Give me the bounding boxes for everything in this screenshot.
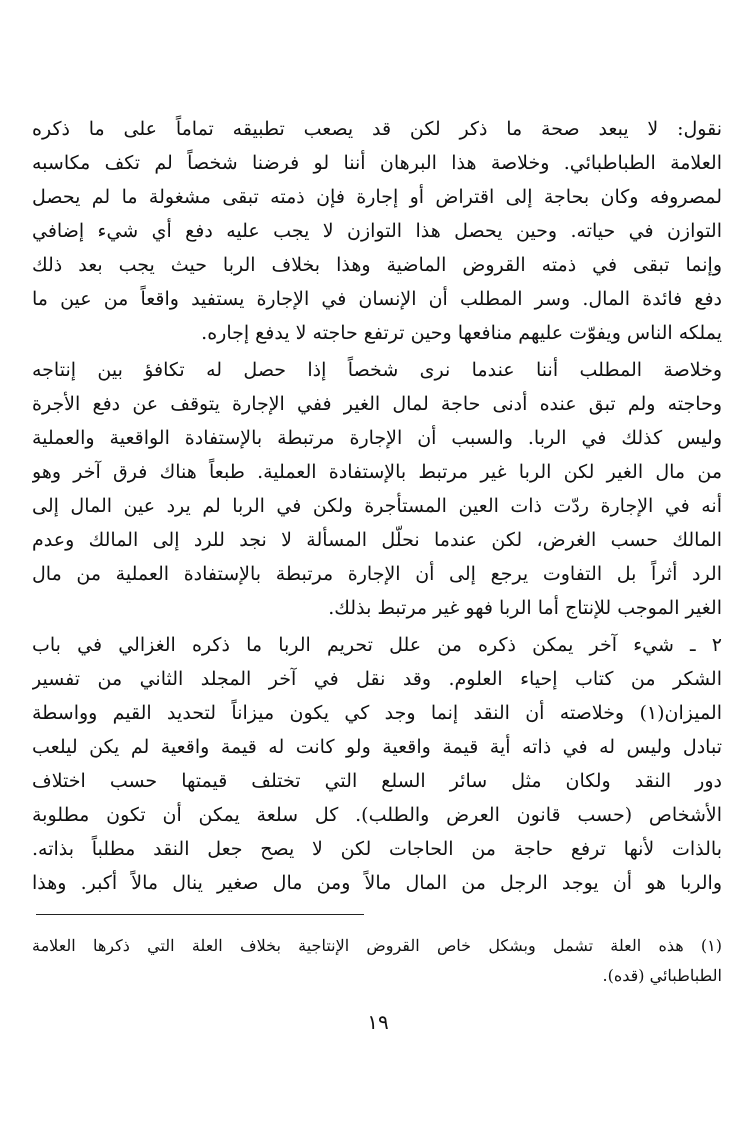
text-line: يملكه الناس ويفوّت عليهم منافعها وحين ترتفع حاجته لا يدفع إجاره. — [201, 322, 722, 344]
text-line: من مال الغير لكن الربا غير مرتبط بالإستفادة العملية. طبعاً هناك فرق آخر وهو — [32, 461, 722, 483]
text-line: الميزان(١) وخلاصته أن النقد إنما وجد كي يكون ميزاناً لتحديد القيم وواسطة — [32, 702, 722, 724]
text-line: دفع فائدة المال. وسر المطلب أن الإنسان في الإجارة يستفيد واقعاً من عين ما — [32, 288, 722, 310]
footnote-divider — [36, 914, 364, 915]
text-line: وليس كذلك في الربا. والسبب أن الإجارة مرتبطة بالإستفادة الواقعية والعملية — [32, 427, 722, 449]
text-line: والربا هو أن يوجد الرجل من المال مالاً ومن مال صغير ينال مالاً أكبر. وهذا — [32, 872, 722, 894]
text-line: وحاجته ولم تبق عنده أدنى حاجة لمال الغير ففي الإجارة يتوقف عن دفع الأجرة — [32, 393, 722, 415]
text-line: لمصروفه وكان بحاجة إلى اقتراض أو إجارة فإن ذمته تبقى مشغولة ما لم يحصل — [32, 186, 722, 208]
text-line: دور النقد ولكان مثل سائر السلع التي تختلف قيمتها حسب اختلاف — [32, 770, 722, 792]
text-line: الأشخاص (حسب قانون العرض والطلب). كل سلعة يمكن أن تكون مطلوبة — [32, 804, 722, 826]
text-line: وإنما تبقى في ذمته القروض الماضية وهذا بخلاف الربا حيث يجب بعد ذلك — [32, 254, 722, 276]
text-line: نقول: لا يبعد صحة ما ذكر لكن قد يصعب تطبيقه تماماً على ما ذكره — [32, 118, 722, 140]
text-line: العلامة الطباطبائي. وخلاصة هذا البرهان أننا لو فرضنا شخصاً لم تكف مكاسبه — [32, 152, 722, 174]
text-line: ٢ ـ شيء آخر يمكن ذكره من علل تحريم الربا ما ذكره الغزالي في باب — [32, 634, 722, 656]
text-line: الغير الموجب للإنتاج أما الربا فهو غير مرتبط بذلك. — [328, 597, 722, 619]
text-line: الشكر من كتاب إحياء العلوم. وقد نقل في آخر المجلد الثاني من تفسير — [32, 668, 722, 690]
text-line: المالك حسب الغرض، لكن عندما نحلّل المسألة لا نجد للرد إلى المالك وعدم — [32, 529, 722, 551]
footnote-line: (١) هذه العلة تشمل وبشكل خاص القروض الإنتاجية بخلاف العلة التي ذكرها العلامة — [32, 936, 722, 955]
text-line: أنه في الإجارة ردّت ذات العين المستأجرة ولكن في الربا لم يرد عين المال إلى — [32, 495, 722, 517]
page-number: ١٩ — [367, 1010, 389, 1034]
text-line: التوازن في حياته. وحين يحصل هذا التوازن لا يجب عليه دفع أي شيء إضافي — [32, 220, 722, 242]
text-line: بالذات لأنها ترفع حاجة من الحاجات لكن لا يصح جعل النقد مطلباً بذاته. — [32, 838, 722, 860]
text-line: وخلاصة المطلب أننا عندما نرى شخصاً إذا حصل له تكافؤ بين إنتاجه — [32, 359, 722, 381]
text-line: الرد أثراً بل التفاوت يرجع إلى أن الإجارة مرتبطة بالإستفادة العملية من مال — [32, 563, 722, 585]
footnote-line: الطباطبائي (قده). — [602, 966, 722, 985]
text-line: تبادل وليس له في ذاته أية قيمة واقعية ولو كانت له قيمة واقعية لم يكن ليلعب — [32, 736, 722, 758]
